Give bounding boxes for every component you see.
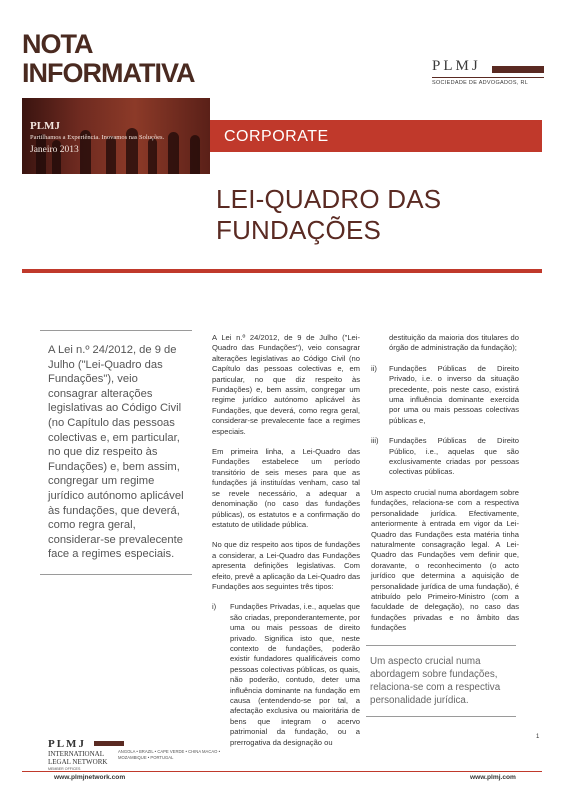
plmj-logo: [432, 58, 544, 86]
paragraph: No que diz respeito aos tipos de fundações a considerar, a Lei-Quadro das Fundações apresenta definições legislativas. Com efeito, prevê a aplicação da Lei-Quadro das Fundações aos seguintes três tipos:: [212, 540, 360, 591]
title-line-1: LEI-QUADRO DAS: [216, 184, 442, 214]
banner-photo: [22, 98, 210, 174]
list-marker: i): [212, 602, 217, 612]
masthead-title: [22, 30, 222, 88]
page-number: 1: [536, 734, 540, 740]
title-line-2: FUNDAÇÕES: [216, 215, 382, 245]
network-logo: [48, 738, 107, 771]
lead-text: A Lei n.º 24/2012, de 9 de Julho ("Lei-Quadro das Fundações"), veio consagrar alterações legislativas ao Código Civil (no Capítulo das pessoas colectivas e, em particular, no que diz respeito às Fundações) e, bem assim, congregar um regime jurídico autónomo aplicável às fundações, que deverá, como regra geral, considerar-se prevalecente face a regimes especiais.: [48, 344, 184, 561]
list-item-text: destituição da maioria dos titulares do órgão de administração da fundação);: [389, 333, 519, 353]
pull-quote: [366, 645, 516, 717]
paragraph: Um aspecto crucial numa abordagem sobre fundações, relaciona-se com a respectiva personalidade jurídica. Efectivamente, anteriormente à entrada em vigor da Lei-Quadro das Fundações esta matéria tinha naturalmente consagração legal. A Lei-Quadro das Fundações vem definir que, doravante, o reconhecimento (o acto jurídico que determina a aquisição de personalidade jurídica de uma fundação), é atribuído pelo Primeiro-Ministro (com a faculdade de delegação), no caso das fundações privadas e no âmbito das fundações: [371, 487, 519, 633]
network-brand: PLMJ: [48, 738, 86, 750]
list-marker: ii): [371, 363, 377, 373]
section-bar: [210, 120, 542, 152]
banner-brand: PLMJ: [30, 120, 60, 132]
network-line-1: INTERNATIONAL: [48, 750, 104, 758]
pull-quote-rule-bottom: [366, 716, 516, 717]
banner-text: [30, 120, 164, 155]
lead-summary: [40, 330, 192, 575]
banner-date: Janeiro 2013: [30, 145, 79, 155]
pull-quote-text: Um aspecto crucial numa abordagem sobre fundações, relaciona-se com a respectiva personalidade jurídica.: [370, 656, 501, 706]
network-url-link[interactable]: www.plmjnetwork.com: [54, 774, 126, 781]
header-divider: [22, 269, 542, 273]
network-logo-bar: [94, 741, 124, 746]
lead-rule-bottom: [40, 574, 192, 575]
network-member-offices: MEMBER OFFICES: [48, 767, 81, 771]
paragraph: A Lei n.º 24/2012, de 9 de Julho ("Lei-Quadro das Fundações"), veio consagrar alterações legislativas ao Código Civil (no Capítulo das pessoas colectivas e, em particular, no que diz respeito às Fundações) e, bem assim, congregar um regime jurídico autónomo aplicável às Fundações, que deverá, como regra geral, considerar-se prevalecente face a regimes especiais.: [212, 333, 360, 436]
page-title: [216, 184, 536, 246]
list-item: [371, 364, 519, 426]
list-item-text: Fundações Públicas de Direito Público, i.e., aquelas que são exclusivamente criadas por pessoas colectivas públicas.: [389, 436, 519, 477]
list-item-text: Fundações Privadas, i.e., aquelas que são criadas, preponderantemente, por uma ou mais pessoas de direito privado. Significa isto que, neste contexto de fundações, poderão existir fundadores qualificáveis como pessoas colectivas públicas, os quais, não poderão, contudo, deter uma influência dominante na fundação em causa (entendendo-se por tal, a afectação exclusiva ou maioritária de bens que integram o acervo patrimonial da fundação, ou a prerrogativa da designação ou: [230, 602, 360, 747]
firm-url-link[interactable]: www.plmj.com: [470, 774, 516, 781]
list-item-continuation: [371, 333, 519, 354]
logo-bar: [492, 66, 544, 73]
list-marker: iii): [371, 436, 379, 446]
banner-tagline: Partilhamos a Experiência. Inovamos nas Soluções.: [30, 134, 165, 141]
logo-subtitle: SOCIEDADE DE ADVOGADOS, RL: [432, 77, 544, 86]
paragraph: Em primeira linha, a Lei-Quadro das Fundações estabelece um período transitório de seis meses para que as fundações já instituídas venham, caso tal se revele necessário, a adequar a denominação (no caso das fundações públicas), os estatutos e a confirmação do estatuto de utilidade pública.: [212, 447, 360, 529]
list-item: [371, 436, 519, 478]
network-countries: ANGOLA • BRAZIL • CAPE VERDE • CHINA MACAO • MOZAMBIQUE • PORTUGAL: [118, 749, 221, 760]
section-label: CORPORATE: [224, 128, 329, 145]
logo-name: PLMJ: [432, 58, 481, 74]
footer-divider: [22, 771, 542, 772]
masthead-line-2: INFORMATIVA: [22, 58, 195, 88]
body-column-2: [371, 333, 519, 644]
masthead-line-1: NOTA: [22, 29, 93, 59]
network-line-2: LEGAL NETWORK: [48, 758, 108, 766]
body-column-1: [212, 333, 360, 758]
list-item: [212, 602, 360, 748]
list-item-text: Fundações Públicas de Direito Privado, i.e. o inverso da situação precedente, pois neste caso, existirá uma influência dominante exercida por uma ou mais pessoas colectivas públicas e,: [389, 363, 519, 425]
